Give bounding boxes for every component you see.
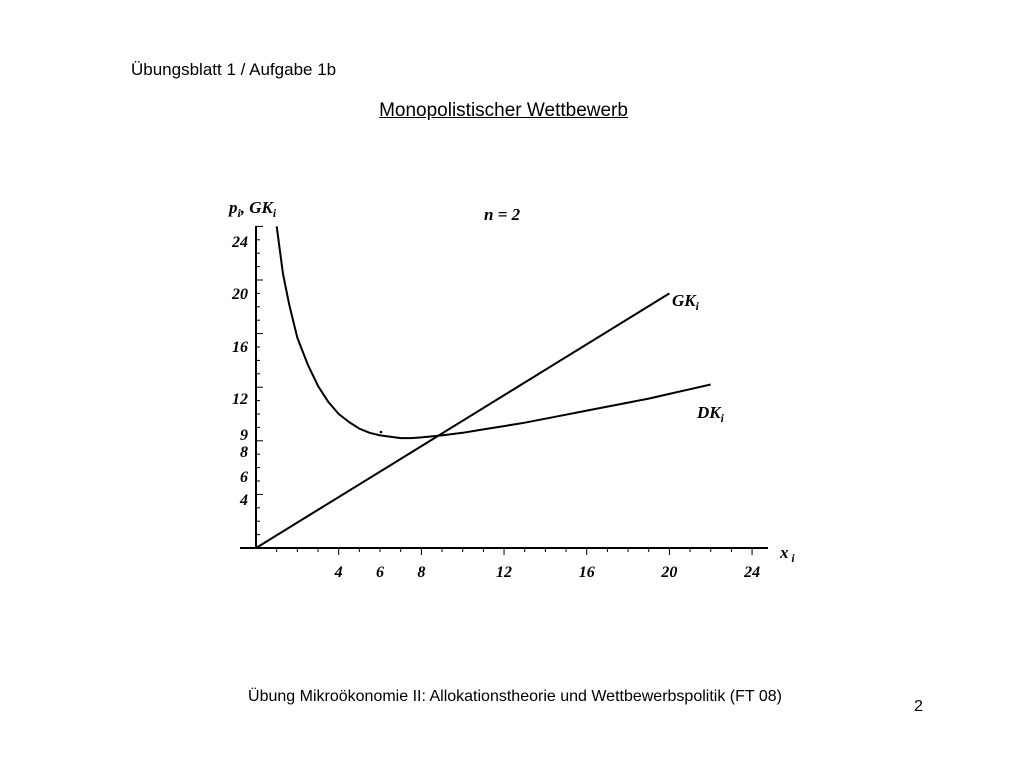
tick-labels [231,234,760,581]
x-tick-label: 6 [376,564,385,581]
x-tick-label: 20 [661,564,678,581]
y-tick-label: 16 [232,339,248,356]
slide-title: Monopolistischer Wettbewerb [379,100,628,121]
y-tick-label: 9 [240,427,248,444]
x-tick-label: 12 [496,564,513,581]
series-label-dk: $DK_i$ [697,403,724,425]
x-tick-label: 4 [334,564,343,581]
y-tick-label: 8 [240,444,248,461]
annotation-n: n = 2 [484,205,521,224]
x-tick-label: 8 [417,564,426,581]
x-axis-label: x $_i$ [780,543,795,565]
chart-text [227,198,795,565]
tick-marks [256,226,752,555]
y-tick-label: 6 [240,469,248,486]
series-line-dk [277,226,711,438]
y-axis-label: $p_i$, $GK_i$ [229,198,277,220]
page-number: 2 [914,698,923,715]
stray-dot [380,431,383,434]
y-tick-label: 20 [232,286,248,303]
y-tick-label: 12 [232,391,248,408]
y-tick-label: 4 [240,492,248,509]
series [256,226,711,548]
x-tick-label: 16 [578,564,595,581]
y-tick-label: 24 [232,234,248,251]
series-line-gk [256,293,669,548]
exercise-header: Übungsblatt 1 / Aufgabe 1b [131,60,337,79]
course-footer: Übung Mikroökonomie II: Allokationstheorie und Wettbewerbspolitik (FT 08) [248,688,782,705]
series-label-gk: $GK_i$ [672,291,699,313]
x-tick-label: 24 [744,564,761,581]
